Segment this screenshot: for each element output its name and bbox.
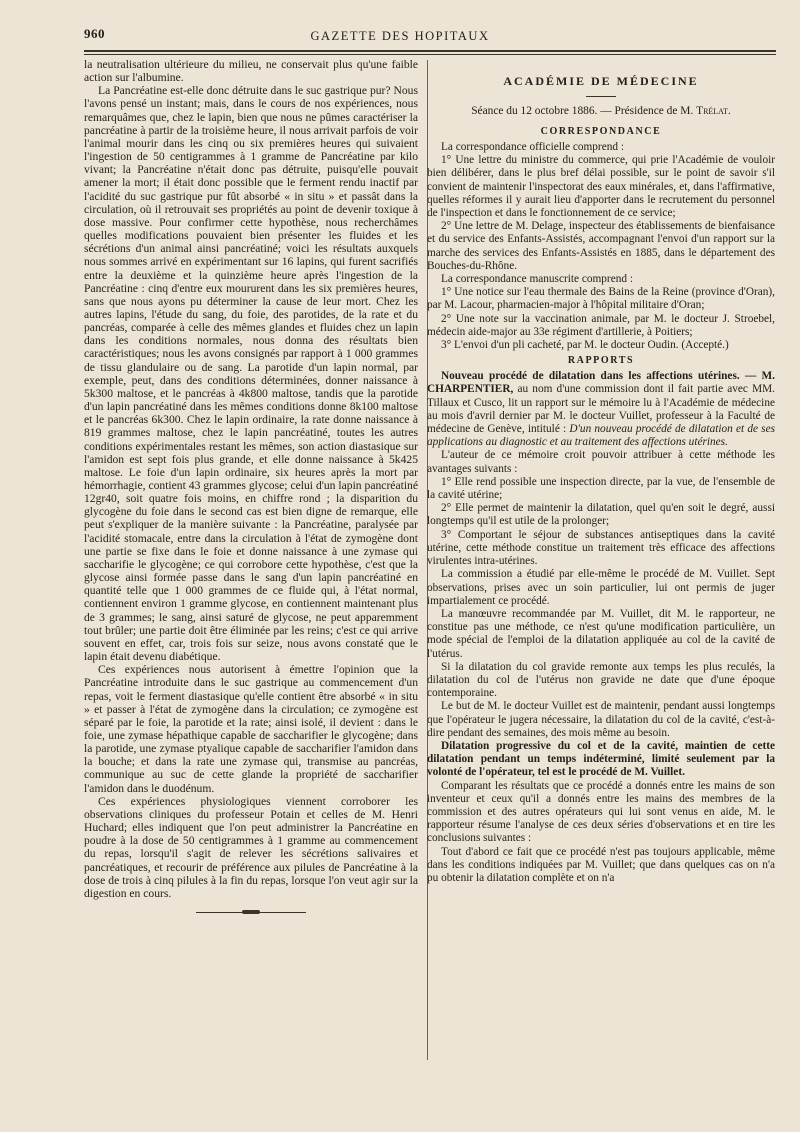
seance-text: Séance du 12 octobre 1886. — Présidence de M. xyxy=(471,105,694,117)
manuscrite-item-3: 3° L'envoi d'un pli cacheté, par M. le docteur Oudin. (Accepté.) xyxy=(441,339,729,352)
rapport-paragraph-4: 3° Comportant le séjour de substances antiseptiques dans la cavité utérine, cette méthode constitue un traitement très efficace des affections virulentes intra-utérines. xyxy=(427,528,775,568)
manuscrite-item-1: 1° Une notice sur l'eau thermale des Bains de la Reine (province d'Oran), par M. Lacour, pharmacien-major à l'hôpital militaire d'Oran; xyxy=(427,286,775,312)
rapport-intro xyxy=(427,370,775,449)
rapport-paragraph-3: 2° Elle permet de maintenir la dilatation, quel qu'en soit le degré, aussi longtemps qu'il est utile de la prolonger; xyxy=(427,502,775,528)
manuscrite-intro: La correspondance manuscrite comprend : xyxy=(441,273,633,286)
rapport-paragraph-5: La commission a étudié par elle-même le procédé de M. Vuillet. Sept observations, prises avec un soin particulier, lui ont permis de juger impartialement ce procédé. xyxy=(427,568,775,607)
section-title: ACADÉMIE DE MÉDECINE xyxy=(503,74,699,88)
rapport-paragraph-10: Tout d'abord ce fait que ce procédé n'est pas toujours applicable, même dans les conditions indiquées par M. Vuillet; que dans quelques cas on n'a pu obtenir la dilatation complète et on n'a xyxy=(427,845,775,884)
rapport-intro-text: au nom d'une commission dont il fait partie avec MM. Tillaux et Cusco, lit un rapport sur le mémoire lu à l'Académie de médecine au mois d'avril dernier par M. le docteur Vuillet, professeur à la Faculté de médecine de Genève, intitulé : xyxy=(427,383,775,436)
corr-item-2: 2° Une lettre de M. Delage, inspecteur des établissements de bienfaisance et du service des Enfants-Assistés, accompagnant l'envoi d'un rapport sur la marche des services des Enfants-Assistés en 1885, dans le département des Bouches-du-Rhône. xyxy=(427,220,775,272)
rapport-paragraph-7: Si la dilatation du col gravide remonte aux temps les plus reculés, la dilatation du col de l'utérus non gravide ne date que d'une époque contemporaine. xyxy=(427,660,775,700)
rapports-heading: RAPPORTS xyxy=(567,355,635,367)
rapport-paragraph-8: Le but de M. le docteur Vuillet est de maintenir, pendant aussi longtemps que l'opérateur le jugera nécessaire, la dilatation du col de la cavité, c'est-à-dire pendant des semaines, des mois même au besoin. xyxy=(427,700,775,739)
rapport-paragraph-9: Comparant les résultats que ce procédé a donnés entre les mains de son inventeur et ceux qu'il a donnés entre les mains des membres de la commission et des autres opérateurs qui lui sont venus en aide, M. le rapporteur résume l'analyse de ces deux séries d'observations et en tire les conclusions suivantes : xyxy=(427,779,775,845)
left-paragraph-4: Ces expériences physiologiques viennent corroborer les observations cliniques du professeur Potain et celles de M. Henri Huchard; elles indiquent que l'on peut administrer la Pancréatine en poudre à la dose de 50 centigrammes à 1 gramme au commencement du repas, lorsqu'il s'agit de relever les sécrétions salivaires et pancréatiques, et recourir de préférence aux pilules de Pancréatine à la dose de trois à cinq pilules à la fin du repas, lorsque l'on veut agir sur la digestion en cours. xyxy=(84,794,418,900)
seance-line xyxy=(427,105,775,117)
president-name: Trélat. xyxy=(696,105,731,117)
title-underline xyxy=(586,96,616,97)
header-rule-thin xyxy=(84,54,776,55)
rapport-paragraph-6: La manœuvre recommandée par M. Vuillet, dit M. le rapporteur, ne constitue pas une méthode, ce n'est qu'une modification particulière, un mode spécial de l'emploi de la dilatation appliquée au col de la cavité de l'utérus. xyxy=(427,607,775,660)
header-rule xyxy=(84,50,776,52)
rapport-paragraph-1: L'auteur de ce mémoire croit pouvoir attribuer à cette méthode les avantages suivants : xyxy=(427,449,775,475)
correspondance-heading: CORRESPONDANCE xyxy=(540,126,662,137)
rapport-work-title: D'un nouveau procédé de dilatation et de ses applications au diagnostic et au traitement des affections utérines. xyxy=(427,423,775,449)
left-paragraph-3: Ces expériences nous autorisent à émettre l'opinion que la Pancréatine introduite dans le suc gastrique au commencement d'un repas, voit le ferment diastasique qu'elle contient être absorbé « in situ » et passer à l'état de zymogène dans la circulation; ce zymogène est séparé par le foie, la parotide et la rate; ainsi isolé, il devient : dans le foie, une zymase hépathique capable de saccharifier le glycogène; dans la parotide, une zymase ptyalique capable de saccharifier l'amidon dans la bouche; et dans la rate une zymase qui, transmise au pancréas, communique au suc de cette glande la propriété de saccharifier l'amidon dans le duodénum. xyxy=(84,663,418,795)
article-end-ornament xyxy=(196,912,306,913)
running-title: GAZETTE DES HOPITAUX xyxy=(310,29,490,43)
rapport-author: — M. CHARPENTIER, xyxy=(427,370,775,396)
right-column xyxy=(427,74,775,1126)
left-column xyxy=(84,58,418,1068)
left-paragraph-2: La Pancréatine est-elle donc détruite dans le suc gastrique pur? Nous l'avons pensé un instant; mais, dans le cours de nos expériences, nous remarquâmes que, chez le lapin, bien que nous ne pûmes caractériser la pancréatine à partir de la troisième heure, il nous arrivait parfois de voir l'animal mourir dans les cinq ou six premières heures qui suivaient l'ingestion de 50 centigrammes à 1 gramme de Pancréatine par kilo vivant; la Pancréatine n'était donc pas détruite, puisqu'elle pouvait amener la mort; il était donc possible que le ferment rendu inactif par l'acidité du suc gastrique pur fût absorbé « in situ » et passât dans la circulation, où il retrouvait ses propriétés au point de devenir toxique à dose massive. Pour confirmer cette hypothèse, nous recherchâmes quelles modifications pouvaient bien présenter les fluides et les sécrétions d'un animal ainsi pancréatiné; voici les résultats auxquels nous sommes arrivé en expérimentant sur 16 lapins, qui furent sacrifiés entre la deuxième et la quinzième heure après l'ingestion de la Pancréatine : cinq d'entre eux moururent dans les six premières heures, sans que nous ayons pu déterminer la cause de leur mort. Chez les autres lapins, l'étude du sang, du foie, des parotides, de la rate et du pancréas, comparée à celle des mêmes glandes et fluides chez un lapin dans les conditions normales, nous donna des résultats bien caractéristiques; nous les avons consignés par rapport à 1 000 grammes de tissu glandulaire ou de sang. La parotide d'un lapin normal, par exemple, peut, dans des conditions déterminées, donner naissance à 5k300 maltose, et le pancréas à 4k800 maltose, tandis que la parotide d'un lapin pancréatiné dans les mêmes conditions donne 8k100 maltose et le pancréas 6k300. Chez le lapin ordinaire, la rate donne naissance à 819 grammes maltose, chez le lapin pancréatiné, toutes les autres conditions expérimentales restant les mêmes, son action diastasique sur l'amidon est sept fois plus grande, et elle donne naissance à 5k425 maltose. Le foie d'un lapin ordinaire, six heures après la mort par hémorrhagie, contient 43 grammes glycose; celui d'un lapin pancréatiné 12gr40, soit quatre fois moins, en chiffre rond ; la disparition du glycogène du foie dans le second cas est bien digne de remarque, elle peut s'expliquer de la manière suivante : la Pancréatine, paralysée par l'acidité stomacale, entre dans la circulation à l'état de zymogène dont une partie se fixe dans le foie et donne naissance à une zymase qui saccharifie le glycogène; ce qui corrobore cette hypothèse, c'est que la glycose ainsi formée passe dans le sang d'un lapin pancréatiné en quantité telle que 1 000 grammes de ce fluide qui, à l'état normal, contiennent environ 1 gramme glycose, en contiennent maintenant plus de 3 grammes; le sang, ainsi saturé de glycose, ne peut apparemment tout brûler; une partie doit être éliminée par les reins; c'est ce qui arrive souvent en effet, car, trois fois sur seize, nous avons constaté que le lapin était devenu diabétique. xyxy=(84,84,418,664)
left-paragraph-1: la neutralisation ultérieure du milieu, ne conservait plus qu'une faible action sur l'albumine. xyxy=(84,58,418,85)
rapport-paragraph-2: 1° Elle rend possible une inspection directe, par la vue, de l'ensemble de la cavité utérine; xyxy=(427,475,775,502)
manuscrite-item-2: 2° Une note sur la vaccination animale, par M. le docteur J. Stroebel, médecin aide-major au 33e régiment d'artillerie, à Poitiers; xyxy=(427,312,775,338)
corr-intro: La correspondance officielle comprend : xyxy=(441,141,624,153)
dilatation-summary: Dilatation progressive du col et de la cavité, maintien de cette dilatation pendant un temps indéterminé, limité seulement par la volonté de l'opérateur, tel est le procédé de M. Vuillet. xyxy=(427,739,775,779)
rapport-title: Nouveau procédé de dilatation dans les affections utérines. xyxy=(441,370,740,383)
corr-item-1: 1° Une lettre du ministre du commerce, qui prie l'Académie de vouloir bien délibérer, dans le plus bref délai possible, sur le point de savoir s'il convient de maintenir l'inspectorat des eaux minérales, et, dans l'affirmative, quelles réformes il y aurait lieu d'apporter dans le recrutement du personnel de l'inspection et dans le fonctionnement de ce service; xyxy=(427,154,775,220)
page-number: 960 xyxy=(84,26,105,41)
